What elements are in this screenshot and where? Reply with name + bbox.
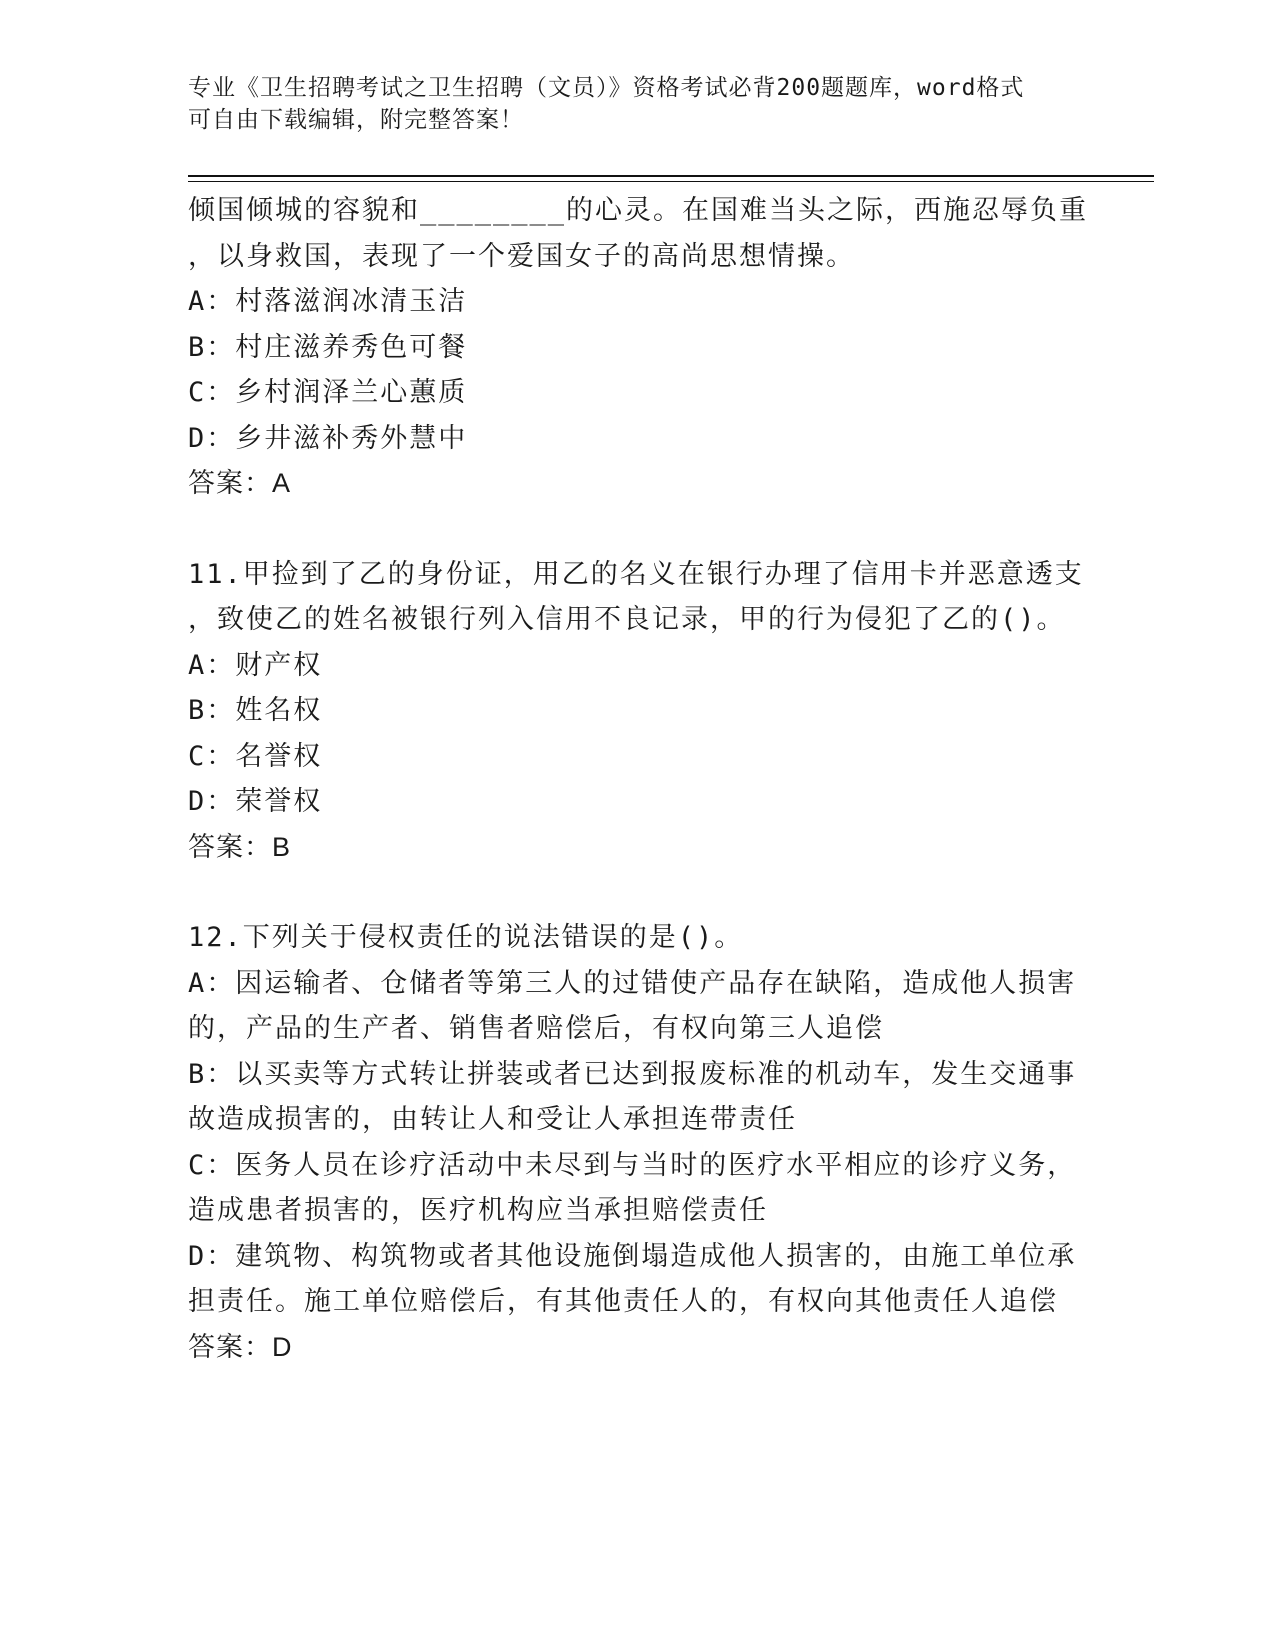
option-b-continued: 故造成损害的，由转让人和受让人承担连带责任 xyxy=(188,1104,797,1135)
question-list xyxy=(188,188,1088,1370)
question-10 xyxy=(188,188,1088,507)
option-d: D：乡井滋补秀外慧中 xyxy=(188,422,468,454)
option-a: A：村落滋润冰清玉洁 xyxy=(188,286,468,317)
spacer xyxy=(188,870,1088,915)
question-stem-line: ，以身救国，表现了一个爱国女子的高尚思想情操。 xyxy=(188,240,855,272)
option-b: B：姓名权 xyxy=(188,695,323,726)
answer-label: 答案：D xyxy=(188,1331,293,1362)
option-a: A：财产权 xyxy=(188,649,323,681)
option-a-continued: 的，产品的生产者、销售者赔偿后，有权向第三人追偿 xyxy=(188,1013,884,1044)
header-divider-thin xyxy=(188,181,1154,182)
option-c-continued: 造成患者损害的，医疗机构应当承担赔偿责任 xyxy=(188,1195,768,1226)
option-a: A：因运输者、仓储者等第三人的过错使产品存在缺陷，造成他人损害 xyxy=(188,967,1077,999)
question-12 xyxy=(188,915,1088,1370)
option-b: B：村庄滋养秀色可餐 xyxy=(188,331,468,363)
question-stem-line: 倾国倾城的容貌和________的心灵。在国难当头之际，西施忍辱负重 xyxy=(188,195,1089,226)
option-c: C：名誉权 xyxy=(188,740,323,772)
answer-label: 答案：B xyxy=(188,831,292,862)
option-d: D：建筑物、构筑物或者其他设施倒塌造成他人损害的，由施工单位承 xyxy=(188,1240,1077,1272)
spacer xyxy=(188,507,1088,552)
question-stem-line: 12.下列关于侵权责任的说法错误的是()。 xyxy=(188,922,744,953)
question-stem-line: 11.甲捡到了乙的身份证，用乙的名义在银行办理了信用卡并恶意透支 xyxy=(188,558,1084,590)
question-stem-line: ，致使乙的姓名被银行列入信用不良记录，甲的行为侵犯了乙的()。 xyxy=(188,604,1066,635)
question-11 xyxy=(188,552,1088,871)
option-b: B：以买卖等方式转让拼装或者已达到报废标准的机动车，发生交通事 xyxy=(188,1058,1077,1090)
document-header xyxy=(188,72,1088,136)
option-c: C：乡村润泽兰心蕙质 xyxy=(188,377,468,408)
option-d: D：荣誉权 xyxy=(188,786,323,817)
option-c: C：医务人员在诊疗活动中未尽到与当时的医疗水平相应的诊疗义务， xyxy=(188,1149,1077,1181)
answer-label: 答案：A xyxy=(188,468,292,498)
header-divider-thick xyxy=(188,175,1154,177)
header-title-line-2: 可自由下载编辑，附完整答案！ xyxy=(188,107,524,133)
header-title-line-1: 专业《卫生招聘考试之卫生招聘（文员）》资格考试必背200题题库，word格式 xyxy=(188,75,1025,101)
option-d-continued: 担责任。施工单位赔偿后，有其他责任人的，有权向其他责任人追偿 xyxy=(188,1286,1058,1317)
